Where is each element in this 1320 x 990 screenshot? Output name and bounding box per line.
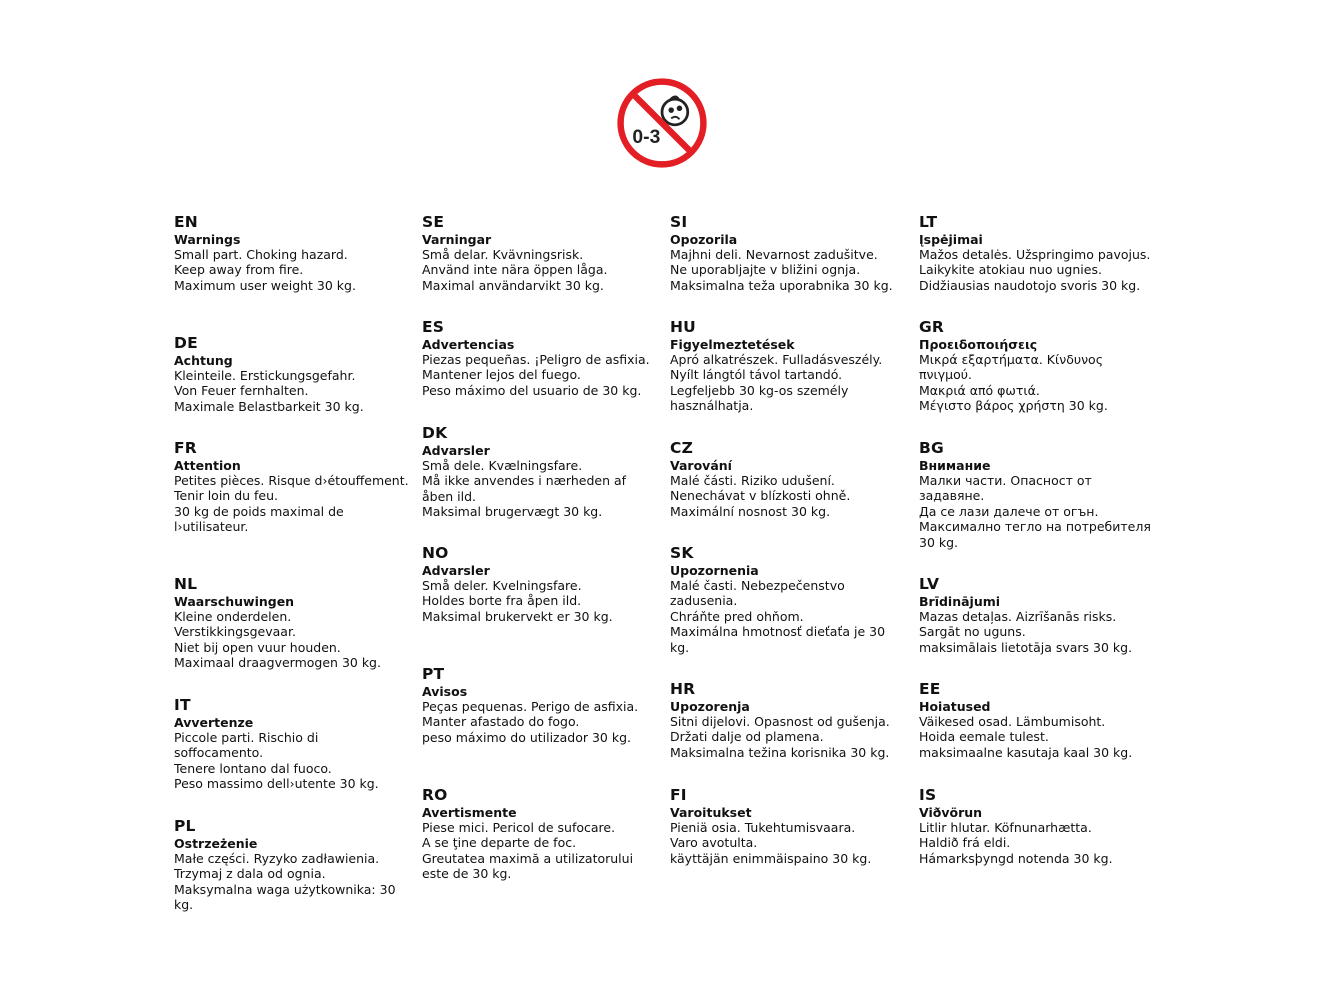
warning-line: Small part. Choking hazard. [174,247,348,262]
warning-line: Maximum user weight 30 kg. [174,277,356,293]
warning-heading: Hoiatused [919,699,991,714]
warning-line: Μικρά εξαρτήματα. Κίνδυνος πνιγμού. [919,352,1104,383]
baby-face-icon [662,97,688,125]
warning-line: Trzymaj z dala od ognia. [174,866,326,882]
warning-line: A se ţine departe de foc. [422,835,577,851]
warning-block-de [174,334,414,414]
warning-block-ee [919,680,1159,760]
language-code: SE [422,213,445,231]
warning-text [174,247,414,293]
warning-line: Tenir loin du feu. [174,488,279,504]
warning-heading: Advarsler [422,443,490,458]
warning-line: peso máximo do utilizador 30 kg. [422,729,632,745]
warning-line: Maksymalna waga użytkownika: 30 kg. [174,881,396,913]
warning-heading: Avertismente [422,805,517,820]
language-code: IS [919,786,937,804]
warning-line: Hámarksþyngd notenda 30 kg. [919,850,1113,866]
warning-heading: Achtung [174,353,233,368]
warning-text [174,851,414,913]
warning-line: Använd inte nära öppen låga. [422,262,608,278]
warnings-column-3 [670,213,910,933]
warning-line: Varo avotulta. [670,835,758,851]
warning-text [422,247,662,293]
warning-line: Mažos detalės. Užspringimo pavojus. [919,247,1151,262]
warning-line: Malé části. Riziko udušení. [670,473,835,488]
warning-line: Nenechávat v blízkosti ohně. [670,488,851,504]
age-restriction-0-3-icon [616,77,708,169]
language-code: NL [174,575,198,593]
warning-block-se [422,213,662,293]
language-code: DE [174,334,198,352]
warning-block-it [174,696,414,792]
warning-heading: Ostrzeżenie [174,836,258,851]
warning-text [919,714,1159,760]
warning-heading: Varoitukset [670,805,752,820]
warning-text [919,473,1159,550]
warning-heading: Brīdinājumi [919,594,1001,609]
warning-line: Von Feuer fernhalten. [174,383,309,399]
warning-line: maksimālais lietotāja svars 30 kg. [919,639,1133,655]
language-code: SK [670,544,694,562]
warning-text [919,247,1159,293]
warning-line: Pieniä osia. Tukehtumisvaara. [670,820,856,835]
warning-block-nl [174,575,414,671]
warning-block-fr [174,439,414,535]
warning-text [919,609,1159,655]
warning-line: Didžiausias naudotojo svoris 30 kg. [919,277,1141,293]
warning-heading: Upozornenia [670,563,759,578]
language-code: DK [422,424,448,442]
warning-line: käyttäjän enimmäispaino 30 kg. [670,850,872,866]
warning-line: maksimaalne kasutaja kaal 30 kg. [919,744,1133,760]
language-code: FR [174,439,197,457]
warning-line: Peças pequenas. Perigo de asfixia. [422,699,639,714]
warning-block-ro [422,786,662,882]
warning-block-no [422,544,662,624]
warning-line: Maximal användarvikt 30 kg. [422,277,604,293]
warning-line: Maximale Belastbarkeit 30 kg. [174,398,364,414]
warning-line: Piezas pequeñas. ¡Peligro de asfixia. [422,352,650,367]
warning-heading: Figyelmeztetések [670,337,795,352]
warning-line: Mazas detaļas. Aizrīšanās risks. [919,609,1117,624]
language-code: SI [670,213,688,231]
warning-heading: Attention [174,458,241,473]
warning-heading: Įspėjimai [919,232,983,247]
warning-line: Piese mici. Pericol de sufocare. [422,820,616,835]
warning-line: Hoida eemale tulest. [919,729,1049,745]
warning-line: 30 kg de poids maximal de l›utilisateur. [174,503,344,535]
warning-block-dk [422,424,662,520]
warning-text [422,578,662,624]
warning-block-bg [919,439,1159,550]
warning-line: Apró alkatrészek. Fulladásveszély. [670,352,883,367]
language-code: HR [670,680,696,698]
warning-heading: Upozorenja [670,699,750,714]
warning-line: Nyílt lángtól távol tartandó. [670,367,843,383]
warning-text [174,368,414,414]
warning-line: Petites pièces. Risque d›étouffement. [174,473,409,488]
warning-line: Laikykite atokiau nuo ugnies. [919,262,1102,278]
warning-line: Sargāt no uguns. [919,624,1026,640]
warning-heading: Waarschuwingen [174,594,295,609]
warning-line: Holdes borte fra åpen ild. [422,593,582,609]
warning-text [174,609,414,671]
warning-block-is [919,786,1159,866]
warning-block-pt [422,665,662,745]
warning-line: Kleinteile. Erstickungsgefahr. [174,368,356,383]
language-code: LV [919,575,940,593]
language-code: ES [422,318,445,336]
warning-line: Maksimalna teža uporabnika 30 kg. [670,277,893,293]
warning-line: Ne uporabljajte v bližini ognja. [670,262,861,278]
warning-text [670,247,910,293]
warning-block-hr [670,680,910,760]
warning-block-lt [919,213,1159,293]
warning-text [174,473,414,535]
warning-text [670,473,910,519]
warning-heading: Внимание [919,458,991,473]
language-code: NO [422,544,449,562]
warning-line: Držati dalje od plamena. [670,729,824,745]
warning-line: Väikesed osad. Lämbumisoht. [919,714,1106,729]
language-code: LT [919,213,938,231]
warning-line: Małe części. Ryzyko zadławienia. [174,851,380,866]
language-code: IT [174,696,191,714]
warning-heading: Warnings [174,232,241,247]
warning-heading: Opozorila [670,232,738,247]
warning-line: Malé časti. Nebezpečenstvo zadusenia. [670,578,845,609]
warning-heading: Viðvörun [919,805,983,820]
warning-line: Majhni deli. Nevarnost zadušitve. [670,247,878,262]
warning-heading: Avisos [422,684,468,699]
warning-block-gr [919,318,1159,414]
warning-line: Chráňte pred ohňom. [670,608,804,624]
warnings-column-2 [422,213,662,933]
warning-line: Maximální nosnost 30 kg. [670,503,831,519]
warning-block-pl [174,817,414,913]
warning-text [670,820,910,866]
warnings-column-4 [919,213,1159,933]
language-code: EE [919,680,941,698]
warning-text [670,352,910,414]
language-code: FI [670,786,687,804]
warning-block-hu [670,318,910,414]
warning-block-en [174,213,414,293]
language-code: CZ [670,439,694,457]
language-code: GR [919,318,945,336]
warning-text [422,699,662,745]
warning-line: Maximálna hmotnosť dieťaťa je 30 kg. [670,624,886,655]
warnings-column-1 [174,213,414,933]
language-code: HU [670,318,696,336]
warning-line: Må ikke anvendes i nærheden af åben ild. [422,473,627,504]
warning-line: Greutatea maximă a utilizatorului este de 30 kg. [422,850,634,882]
warning-text [422,820,662,882]
warning-line: Litlir hlutar. Köfnunarhætta. [919,820,1092,835]
warning-line: Keep away from fire. [174,262,304,278]
warning-line: Maksimal brugervægt 30 kg. [422,504,603,520]
warning-line: Små delar. Kvävningsrisk. [422,247,584,262]
warning-block-sk [670,544,910,655]
warning-block-fi [670,786,910,866]
warning-block-si [670,213,910,293]
warning-line: Tenere lontano dal fuoco. [174,760,332,776]
warning-line: Peso massimo dell›utente 30 kg. [174,776,379,792]
warning-line: Maximaal draagvermogen 30 kg. [174,655,381,671]
warning-line: Manter afastado do fogo. [422,714,580,730]
warning-line: Maksimalna težina korisnika 30 kg. [670,744,890,760]
warning-line: Niet bij open vuur houden. [174,639,341,655]
warning-line: Μέγιστο βάρος χρήστη 30 kg. [919,398,1108,414]
language-code: RO [422,786,448,804]
language-code: PL [174,817,196,835]
warning-heading: Advarsler [422,563,490,578]
warning-heading: Varningar [422,232,492,247]
warning-line: Maksimal brukervekt er 30 kg. [422,608,613,624]
warning-text [919,820,1159,866]
warning-text [174,730,414,792]
warning-line: Μακριά από φωτιά. [919,382,1040,398]
age-range-label: 0-3 [632,127,661,149]
warning-block-cz [670,439,910,519]
warning-line: Haldið frá eldi. [919,835,1011,851]
warning-line: Mantener lejos del fuego. [422,367,581,383]
warning-line: Да се лази далече от огън. [919,503,1099,519]
warning-text [919,352,1159,414]
warning-line: Максимално тегло на потребителя 30 kg. [919,519,1151,550]
warning-block-es [422,318,662,398]
warning-text [670,714,910,760]
warning-line: Kleine onderdelen. Verstikkingsgevaar. [174,609,296,640]
warning-line: Små dele. Kvælningsfare. [422,458,583,473]
language-code: BG [919,439,944,457]
warning-text [422,458,662,520]
warning-line: Legfeljebb 30 kg-os személy használhatja. [670,382,849,414]
warning-heading: Προειδοποιήσεις [919,337,1038,352]
warning-line: Peso máximo del usuario de 30 kg. [422,382,642,398]
warning-line: Малки части. Опасност от задавяне. [919,473,1092,504]
warning-block-lv [919,575,1159,655]
language-code: EN [174,213,198,231]
warning-heading: Avvertenze [174,715,254,730]
warning-heading: Varování [670,458,732,473]
warning-line: Piccole parti. Rischio di soffocamento. [174,730,319,761]
warning-heading: Advertencias [422,337,515,352]
warning-line: Små deler. Kvelningsfare. [422,578,582,593]
warning-text [670,578,910,655]
warning-text [422,352,662,398]
warning-line: Sitni dijelovi. Opasnost od gušenja. [670,714,890,729]
language-code: PT [422,665,445,683]
